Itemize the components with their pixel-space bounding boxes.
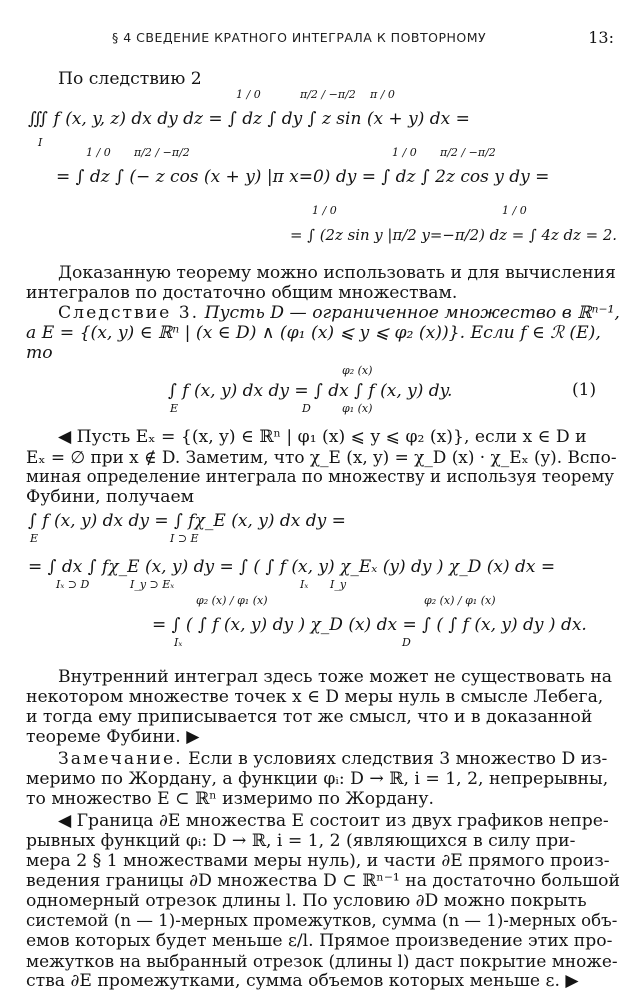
text-line: миная определение интеграла по множеству и используя теорему	[26, 467, 615, 486]
text-line: рывных функций φᵢ: D → ℝ, i = 1, 2 (являющихся в силу при-	[26, 831, 576, 851]
eq2-limit-b: π/2 / −π/2	[134, 146, 190, 159]
eq2-limit-c: 1 / 0	[392, 146, 417, 159]
eq4-limit-bottom: φ₁ (x)	[342, 402, 373, 415]
text-line: ведения границы ∂D множества D ⊂ ℝⁿ⁻¹ на достаточно большой	[26, 871, 620, 891]
equation-triple-integral: ∭ f (x, y, z) dx dy dz = ∫ dz ∫ dy ∫ z sin (x + y) dx =	[28, 109, 470, 129]
eq4-limit-e: E	[170, 402, 179, 415]
text-line-intro: По следствию 2	[58, 69, 202, 89]
page-header	[0, 30, 628, 50]
equation-step-5: ∫ f (x, y) dx dy = ∫ fχ_E (x, y) dx dy =	[28, 511, 346, 531]
eq1-limit-region: I	[38, 136, 43, 149]
remark-line	[58, 748, 607, 770]
text-line: межутков на выбранный отрезок (длины l) даст покрытие множе-	[26, 951, 618, 971]
eq5-limit-b: I ⊃ E	[170, 532, 199, 545]
equation-number: (1)	[572, 380, 597, 400]
corollary-line: а E = {(x, y) ∈ ℝⁿ | (x ∈ D) ∧ (φ₁ (x) ⩽ y ⩽ φ₂ (x))}. Если f ∈ ℛ (E),	[26, 323, 601, 343]
eq2-limit-a: 1 / 0	[86, 146, 111, 159]
eq7-limit-b: φ₂ (x) / φ₁ (x)	[196, 594, 268, 607]
eq4-limit-d: D	[302, 402, 311, 415]
eq6-limit-a: Iₓ ⊃ D	[56, 578, 90, 591]
remark-label: Замечание.	[58, 749, 183, 769]
text-line: и тогда ему приписывается тот же смысл, что и в доказанной	[26, 707, 593, 727]
text-line: ◀ Пусть Eₓ = {(x, y) ∈ ℝⁿ | φ₁ (x) ⩽ y ⩽ φ₂ (x)}, если x ∈ D и	[58, 427, 587, 447]
text-line: меримо по Жордану, а функции φᵢ: D → ℝ, i = 1, 2, непрерывны,	[26, 769, 609, 789]
text-line: некотором множестве точек x ∈ D меры нуль в смысле Лебега,	[26, 687, 604, 707]
text-line: Доказанную теорему можно использовать и для вычисления	[58, 263, 616, 283]
text-line: теореме Фубини. ▶	[26, 727, 200, 747]
text-line: емов которых будет меньше ε/l. Прямое произведение этих про-	[26, 931, 613, 951]
eq7-limit-a: Iₓ	[174, 636, 183, 649]
text-line: то множество E ⊂ ℝⁿ измеримо по Жордану.	[26, 789, 434, 809]
equation-step-2: = ∫ dz ∫ (− z cos (x + y) |π x=0) dy = ∫ dz ∫ 2z cos y dy =	[56, 167, 550, 187]
running-head: § 4 СВЕДЕНИЕ КРАТНОГО ИНТЕГРАЛА К ПОВТОРНОМУ	[112, 30, 487, 45]
text-line: Eₓ = ∅ при x ∉ D. Заметим, что χ_E (x, y) = χ_D (x) · χ_Eₓ (y). Вспо-	[26, 447, 617, 467]
text-line: системой (n — 1)-мерных промежутков, сумма (n — 1)-мерных объ-	[26, 911, 618, 930]
text-line: Фубини, получаем	[26, 487, 195, 507]
eq1-limit-z: 1 / 0	[236, 88, 261, 101]
corollary-line: то	[26, 343, 53, 363]
corollary-3-line	[58, 302, 620, 324]
eq6-limit-b: I_y ⊃ Eₓ	[130, 578, 175, 591]
page-number: 13:	[588, 28, 614, 47]
text-line: Внутренний интеграл здесь тоже может не существовать на	[58, 667, 613, 687]
eq1-limit-x: π / 0	[370, 88, 395, 101]
equation-step-6: = ∫ dx ∫ fχ_E (x, y) dy = ∫ ( ∫ f (x, y) χ_Eₓ (y) dy ) χ_D (x) dx =	[28, 557, 556, 577]
eq2-limit-d: π/2 / −π/2	[440, 146, 496, 159]
text-line: ства ∂E промежутками, сумма объемов которых меньше ε. ▶	[26, 971, 579, 991]
eq1-limit-y: π/2 / −π/2	[300, 88, 356, 101]
eq4-limit-top: φ₂ (x)	[342, 364, 373, 377]
eq3-limit-b: 1 / 0	[502, 204, 527, 217]
eq5-limit-a: E	[30, 532, 39, 545]
eq7-limit-d: φ₂ (x) / φ₁ (x)	[424, 594, 496, 607]
text-line: ◀ Граница ∂E множества E состоит из двух графиков непре-	[58, 811, 609, 831]
text-line: одномерный отрезок длины l. По условию ∂D можно покрыть	[26, 891, 587, 911]
eq6-limit-c: Iₓ	[300, 578, 309, 591]
corollary-label: Следствие 3.	[58, 303, 200, 323]
remark-text: Если в условиях следствия 3 множество D из-	[188, 749, 608, 769]
eq7-limit-c: D	[402, 636, 411, 649]
eq6-limit-d: I_y	[330, 578, 347, 591]
eq3-limit-a: 1 / 0	[312, 204, 337, 217]
text-line: интегралов по достаточно общим множествам.	[26, 283, 458, 303]
equation-step-7: = ∫ ( ∫ f (x, y) dy ) χ_D (x) dx = ∫ ( ∫ f (x, y) dy ) dx.	[152, 615, 587, 635]
equation-1: ∫ f (x, y) dx dy = ∫ dx ∫ f (x, y) dy.	[168, 381, 453, 401]
equation-step-3: = ∫ (2z sin y |π/2 y=−π/2) dz = ∫ 4z dz = 2.	[290, 226, 618, 244]
text-line: мера 2 § 1 множествами меры нуль), и части ∂E прямого произ-	[26, 851, 610, 871]
corollary-text: Пусть D — ограниченное множество в ℝⁿ⁻¹,	[204, 303, 620, 323]
